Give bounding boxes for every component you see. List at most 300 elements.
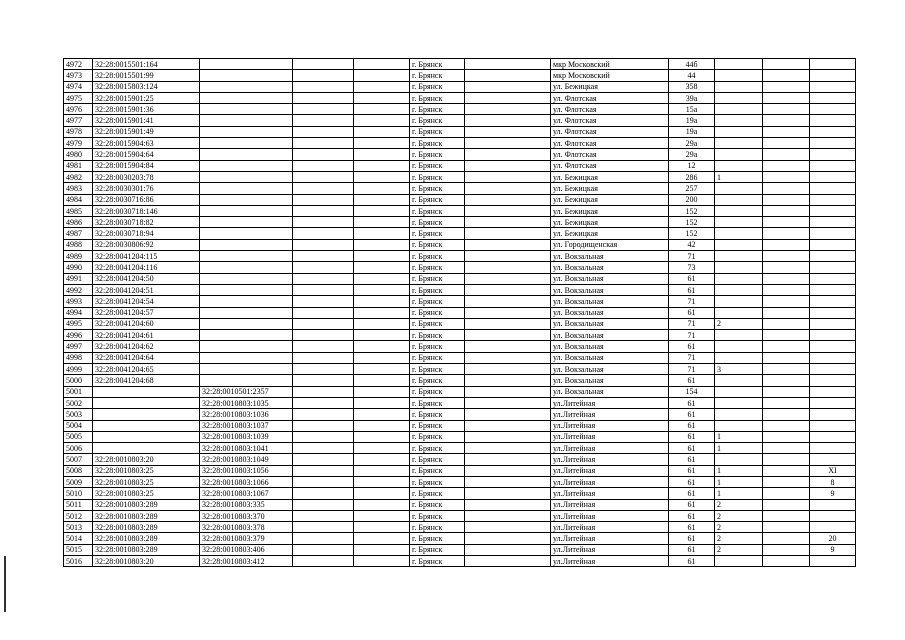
- empty-cell: [763, 533, 810, 544]
- apartment-cell: [810, 499, 856, 510]
- row-number-cell: 5000: [64, 375, 93, 386]
- table-row: [64, 544, 856, 555]
- cadastral-number-cell: 32:28:0010803:25: [93, 465, 200, 476]
- apartment-cell: 8: [810, 476, 856, 487]
- empty-cell: [354, 352, 410, 363]
- empty-cell: [465, 296, 551, 307]
- house-number-cell: 358: [669, 81, 715, 92]
- house-number-cell: 61: [669, 443, 715, 454]
- row-number-cell: 4977: [64, 115, 93, 126]
- city-cell: г. Брянск: [410, 273, 465, 284]
- cadastral-number-cell: 32:28:0015901:49: [93, 126, 200, 137]
- city-cell: г. Брянск: [410, 70, 465, 81]
- empty-cell: [465, 409, 551, 420]
- cadastral-number-cell: 32:28:0010803:25: [93, 488, 200, 499]
- empty-cell: [354, 115, 410, 126]
- apartment-cell: [810, 397, 856, 408]
- building-cell: [715, 386, 763, 397]
- room-cadastral-number-cell: [200, 205, 293, 216]
- cadastral-number-cell: 32:28:0010803:289: [93, 510, 200, 521]
- empty-cell: [354, 318, 410, 329]
- empty-cell: [293, 364, 354, 375]
- apartment-cell: [810, 217, 856, 228]
- empty-cell: [763, 409, 810, 420]
- empty-cell: [465, 126, 551, 137]
- street-cell: ул. Бежицкая: [551, 217, 669, 228]
- room-cadastral-number-cell: 32:28:0010803:1067: [200, 488, 293, 499]
- building-cell: [715, 330, 763, 341]
- street-cell: ул.Литейная: [551, 544, 669, 555]
- house-number-cell: 61: [669, 522, 715, 533]
- empty-cell: [354, 160, 410, 171]
- city-cell: г. Брянск: [410, 330, 465, 341]
- building-cell: [715, 59, 763, 70]
- street-cell: ул.Литейная: [551, 499, 669, 510]
- table-row: [64, 149, 856, 160]
- row-number-cell: 4999: [64, 364, 93, 375]
- apartment-cell: [810, 59, 856, 70]
- room-cadastral-number-cell: 32:28:0010501:2357: [200, 386, 293, 397]
- cadastral-number-cell: 32:28:0010803:289: [93, 544, 200, 555]
- row-number-cell: 5011: [64, 499, 93, 510]
- city-cell: г. Брянск: [410, 476, 465, 487]
- empty-cell: [465, 171, 551, 182]
- empty-cell: [465, 386, 551, 397]
- building-cell: [715, 375, 763, 386]
- row-number-cell: 5010: [64, 488, 93, 499]
- house-number-cell: 44б: [669, 59, 715, 70]
- city-cell: г. Брянск: [410, 533, 465, 544]
- cadastral-number-cell: 32:28:0010803:289: [93, 522, 200, 533]
- empty-cell: [763, 330, 810, 341]
- apartment-cell: [810, 522, 856, 533]
- empty-cell: [293, 454, 354, 465]
- empty-cell: [293, 217, 354, 228]
- row-number-cell: 4975: [64, 92, 93, 103]
- city-cell: г. Брянск: [410, 262, 465, 273]
- table-row: [64, 217, 856, 228]
- table-row: [64, 499, 856, 510]
- row-number-cell: 4974: [64, 81, 93, 92]
- empty-cell: [293, 126, 354, 137]
- street-cell: ул. Бежицкая: [551, 183, 669, 194]
- empty-cell: [354, 330, 410, 341]
- room-cadastral-number-cell: 32:28:0010803:1056: [200, 465, 293, 476]
- empty-cell: [763, 160, 810, 171]
- house-number-cell: 61: [669, 431, 715, 442]
- table-row: [64, 262, 856, 273]
- empty-cell: [763, 217, 810, 228]
- building-cell: [715, 397, 763, 408]
- apartment-cell: XI: [810, 465, 856, 476]
- building-cell: 1: [715, 443, 763, 454]
- table-row: [64, 138, 856, 149]
- cadastral-number-cell: 32:28:0015901:36: [93, 104, 200, 115]
- table-row: [64, 556, 856, 567]
- row-number-cell: 4994: [64, 307, 93, 318]
- empty-cell: [763, 341, 810, 352]
- empty-cell: [465, 341, 551, 352]
- apartment-cell: [810, 104, 856, 115]
- building-cell: 1: [715, 488, 763, 499]
- house-number-cell: 71: [669, 318, 715, 329]
- empty-cell: [465, 70, 551, 81]
- street-cell: ул.Литейная: [551, 420, 669, 431]
- apartment-cell: [810, 307, 856, 318]
- empty-cell: [354, 409, 410, 420]
- house-number-cell: 200: [669, 194, 715, 205]
- building-cell: [715, 352, 763, 363]
- room-cadastral-number-cell: [200, 273, 293, 284]
- room-cadastral-number-cell: 32:28:0010803:1037: [200, 420, 293, 431]
- empty-cell: [763, 544, 810, 555]
- city-cell: г. Брянск: [410, 522, 465, 533]
- registry-table-body: [64, 59, 856, 567]
- row-number-cell: 4987: [64, 228, 93, 239]
- city-cell: г. Брянск: [410, 488, 465, 499]
- empty-cell: [465, 397, 551, 408]
- cadastral-number-cell: 32:28:0015904:84: [93, 160, 200, 171]
- house-number-cell: 61: [669, 454, 715, 465]
- cadastral-number-cell: 32:28:0015904:63: [93, 138, 200, 149]
- apartment-cell: [810, 318, 856, 329]
- street-cell: ул. Флотская: [551, 126, 669, 137]
- city-cell: г. Брянск: [410, 318, 465, 329]
- table-row: [64, 488, 856, 499]
- empty-cell: [354, 499, 410, 510]
- room-cadastral-number-cell: [200, 171, 293, 182]
- street-cell: ул. Бежицкая: [551, 205, 669, 216]
- city-cell: г. Брянск: [410, 443, 465, 454]
- city-cell: г. Брянск: [410, 409, 465, 420]
- row-number-cell: 5004: [64, 420, 93, 431]
- empty-cell: [763, 307, 810, 318]
- empty-cell: [293, 409, 354, 420]
- empty-cell: [293, 59, 354, 70]
- cadastral-number-cell: 32:28:0015901:41: [93, 115, 200, 126]
- row-number-cell: 5002: [64, 397, 93, 408]
- table-row: [64, 284, 856, 295]
- apartment-cell: [810, 296, 856, 307]
- table-row: [64, 92, 856, 103]
- building-cell: [715, 273, 763, 284]
- empty-cell: [465, 59, 551, 70]
- room-cadastral-number-cell: [200, 318, 293, 329]
- empty-cell: [354, 510, 410, 521]
- empty-cell: [465, 262, 551, 273]
- apartment-cell: [810, 251, 856, 262]
- table-row: [64, 205, 856, 216]
- city-cell: г. Брянск: [410, 239, 465, 250]
- city-cell: г. Брянск: [410, 499, 465, 510]
- table-row: [64, 443, 856, 454]
- row-number-cell: 5006: [64, 443, 93, 454]
- empty-cell: [293, 443, 354, 454]
- room-cadastral-number-cell: 32:28:0010803:412: [200, 556, 293, 567]
- table-row: [64, 533, 856, 544]
- empty-cell: [354, 397, 410, 408]
- street-cell: ул.Литейная: [551, 510, 669, 521]
- row-number-cell: 5009: [64, 476, 93, 487]
- cadastral-number-cell: 32:28:0041204:62: [93, 341, 200, 352]
- street-cell: ул. Вокзальная: [551, 262, 669, 273]
- building-cell: 2: [715, 533, 763, 544]
- empty-cell: [293, 476, 354, 487]
- city-cell: г. Брянск: [410, 160, 465, 171]
- apartment-cell: [810, 115, 856, 126]
- empty-cell: [293, 556, 354, 567]
- house-number-cell: 61: [669, 341, 715, 352]
- empty-cell: [763, 352, 810, 363]
- cadastral-number-cell: 32:28:0030718:82: [93, 217, 200, 228]
- room-cadastral-number-cell: [200, 149, 293, 160]
- apartment-cell: [810, 160, 856, 171]
- street-cell: ул.Литейная: [551, 476, 669, 487]
- city-cell: г. Брянск: [410, 92, 465, 103]
- room-cadastral-number-cell: [200, 104, 293, 115]
- empty-cell: [354, 533, 410, 544]
- house-number-cell: 286: [669, 171, 715, 182]
- empty-cell: [354, 194, 410, 205]
- cadastral-number-cell: 32:28:0030718:94: [93, 228, 200, 239]
- apartment-cell: [810, 341, 856, 352]
- house-number-cell: 29а: [669, 138, 715, 149]
- cadastral-number-cell: 32:28:0015501:99: [93, 70, 200, 81]
- empty-cell: [465, 149, 551, 160]
- empty-cell: [763, 115, 810, 126]
- building-cell: [715, 251, 763, 262]
- empty-cell: [293, 431, 354, 442]
- house-number-cell: 61: [669, 397, 715, 408]
- empty-cell: [465, 239, 551, 250]
- apartment-cell: [810, 330, 856, 341]
- house-number-cell: 257: [669, 183, 715, 194]
- empty-cell: [763, 454, 810, 465]
- empty-cell: [354, 341, 410, 352]
- room-cadastral-number-cell: [200, 352, 293, 363]
- empty-cell: [354, 375, 410, 386]
- empty-cell: [763, 59, 810, 70]
- cadastral-number-cell: 32:28:0041204:51: [93, 284, 200, 295]
- street-cell: ул. Флотская: [551, 92, 669, 103]
- empty-cell: [465, 375, 551, 386]
- row-number-cell: 4978: [64, 126, 93, 137]
- row-number-cell: 4982: [64, 171, 93, 182]
- street-cell: мкр Московский: [551, 59, 669, 70]
- building-cell: [715, 556, 763, 567]
- empty-cell: [465, 454, 551, 465]
- row-number-cell: 4997: [64, 341, 93, 352]
- empty-cell: [293, 488, 354, 499]
- cadastral-number-cell: [93, 386, 200, 397]
- empty-cell: [465, 431, 551, 442]
- empty-cell: [465, 194, 551, 205]
- apartment-cell: [810, 81, 856, 92]
- cadastral-number-cell: 32:28:0015501:164: [93, 59, 200, 70]
- building-cell: [715, 217, 763, 228]
- room-cadastral-number-cell: 32:28:0010803:379: [200, 533, 293, 544]
- house-number-cell: 61: [669, 476, 715, 487]
- city-cell: г. Брянск: [410, 386, 465, 397]
- room-cadastral-number-cell: [200, 239, 293, 250]
- cadastral-number-cell: 32:28:0041204:115: [93, 251, 200, 262]
- building-cell: [715, 149, 763, 160]
- row-number-cell: 5008: [64, 465, 93, 476]
- street-cell: ул.Литейная: [551, 454, 669, 465]
- room-cadastral-number-cell: [200, 307, 293, 318]
- street-cell: ул.Литейная: [551, 397, 669, 408]
- apartment-cell: [810, 205, 856, 216]
- apartment-cell: [810, 409, 856, 420]
- empty-cell: [293, 397, 354, 408]
- street-cell: ул.Литейная: [551, 522, 669, 533]
- city-cell: г. Брянск: [410, 341, 465, 352]
- empty-cell: [763, 149, 810, 160]
- table-row: [64, 476, 856, 487]
- city-cell: г. Брянск: [410, 307, 465, 318]
- empty-cell: [465, 115, 551, 126]
- table-row: [64, 318, 856, 329]
- table-row: [64, 431, 856, 442]
- empty-cell: [763, 228, 810, 239]
- cadastral-number-cell: [93, 431, 200, 442]
- city-cell: г. Брянск: [410, 510, 465, 521]
- street-cell: ул. Вокзальная: [551, 251, 669, 262]
- street-cell: ул. Вокзальная: [551, 307, 669, 318]
- row-number-cell: 4991: [64, 273, 93, 284]
- room-cadastral-number-cell: [200, 160, 293, 171]
- empty-cell: [465, 318, 551, 329]
- cadastral-number-cell: 32:28:0010803:20: [93, 556, 200, 567]
- cadastral-number-cell: 32:28:0041204:60: [93, 318, 200, 329]
- building-cell: [715, 239, 763, 250]
- building-cell: 1: [715, 465, 763, 476]
- row-number-cell: 4988: [64, 239, 93, 250]
- empty-cell: [465, 476, 551, 487]
- cadastral-number-cell: 32:28:0010803:25: [93, 476, 200, 487]
- empty-cell: [354, 443, 410, 454]
- cadastral-number-cell: 32:28:0015901:25: [93, 92, 200, 103]
- cadastral-number-cell: 32:28:0030806:92: [93, 239, 200, 250]
- house-number-cell: 61: [669, 533, 715, 544]
- empty-cell: [354, 284, 410, 295]
- street-cell: мкр Московский: [551, 70, 669, 81]
- cadastral-number-cell: 32:28:0010803:20: [93, 454, 200, 465]
- table-row: [64, 239, 856, 250]
- empty-cell: [465, 217, 551, 228]
- city-cell: г. Брянск: [410, 251, 465, 262]
- empty-cell: [354, 465, 410, 476]
- house-number-cell: 71: [669, 330, 715, 341]
- empty-cell: [354, 183, 410, 194]
- empty-cell: [465, 81, 551, 92]
- street-cell: ул. Вокзальная: [551, 318, 669, 329]
- building-cell: 2: [715, 318, 763, 329]
- room-cadastral-number-cell: 32:28:0010803:406: [200, 544, 293, 555]
- empty-cell: [293, 92, 354, 103]
- row-number-cell: 4989: [64, 251, 93, 262]
- cadastral-number-cell: 32:28:0030301:76: [93, 183, 200, 194]
- row-number-cell: 5014: [64, 533, 93, 544]
- table-row: [64, 341, 856, 352]
- table-row: [64, 70, 856, 81]
- apartment-cell: [810, 262, 856, 273]
- row-number-cell: 4973: [64, 70, 93, 81]
- building-cell: [715, 115, 763, 126]
- row-number-cell: 5003: [64, 409, 93, 420]
- apartment-cell: [810, 228, 856, 239]
- house-number-cell: 61: [669, 284, 715, 295]
- building-cell: [715, 81, 763, 92]
- empty-cell: [293, 499, 354, 510]
- empty-cell: [354, 307, 410, 318]
- room-cadastral-number-cell: 32:28:0010803:1036: [200, 409, 293, 420]
- empty-cell: [763, 273, 810, 284]
- empty-cell: [354, 138, 410, 149]
- house-number-cell: 15а: [669, 104, 715, 115]
- apartment-cell: [810, 364, 856, 375]
- empty-cell: [465, 284, 551, 295]
- empty-cell: [763, 443, 810, 454]
- apartment-cell: [810, 194, 856, 205]
- empty-cell: [763, 465, 810, 476]
- apartment-cell: [810, 386, 856, 397]
- house-number-cell: 152: [669, 205, 715, 216]
- empty-cell: [293, 81, 354, 92]
- empty-cell: [293, 251, 354, 262]
- city-cell: г. Брянск: [410, 149, 465, 160]
- empty-cell: [293, 307, 354, 318]
- city-cell: г. Брянск: [410, 183, 465, 194]
- apartment-cell: [810, 375, 856, 386]
- empty-cell: [763, 92, 810, 103]
- city-cell: г. Брянск: [410, 115, 465, 126]
- apartment-cell: [810, 284, 856, 295]
- empty-cell: [763, 318, 810, 329]
- row-number-cell: 4998: [64, 352, 93, 363]
- city-cell: г. Брянск: [410, 544, 465, 555]
- building-cell: 1: [715, 476, 763, 487]
- room-cadastral-number-cell: [200, 251, 293, 262]
- empty-cell: [354, 420, 410, 431]
- building-cell: 1: [715, 431, 763, 442]
- empty-cell: [465, 488, 551, 499]
- empty-cell: [293, 386, 354, 397]
- house-number-cell: 61: [669, 510, 715, 521]
- empty-cell: [293, 544, 354, 555]
- room-cadastral-number-cell: [200, 59, 293, 70]
- apartment-cell: [810, 556, 856, 567]
- apartment-cell: [810, 431, 856, 442]
- empty-cell: [354, 556, 410, 567]
- empty-cell: [465, 251, 551, 262]
- row-number-cell: 4981: [64, 160, 93, 171]
- house-number-cell: 61: [669, 556, 715, 567]
- empty-cell: [763, 488, 810, 499]
- table-row: [64, 115, 856, 126]
- empty-cell: [763, 556, 810, 567]
- room-cadastral-number-cell: [200, 375, 293, 386]
- table-row: [64, 454, 856, 465]
- street-cell: ул. Городищенская: [551, 239, 669, 250]
- building-cell: [715, 296, 763, 307]
- cadastral-number-cell: 32:28:0041204:50: [93, 273, 200, 284]
- table-row: [64, 386, 856, 397]
- table-row: [64, 228, 856, 239]
- empty-cell: [763, 431, 810, 442]
- empty-cell: [293, 262, 354, 273]
- cadastral-number-cell: [93, 443, 200, 454]
